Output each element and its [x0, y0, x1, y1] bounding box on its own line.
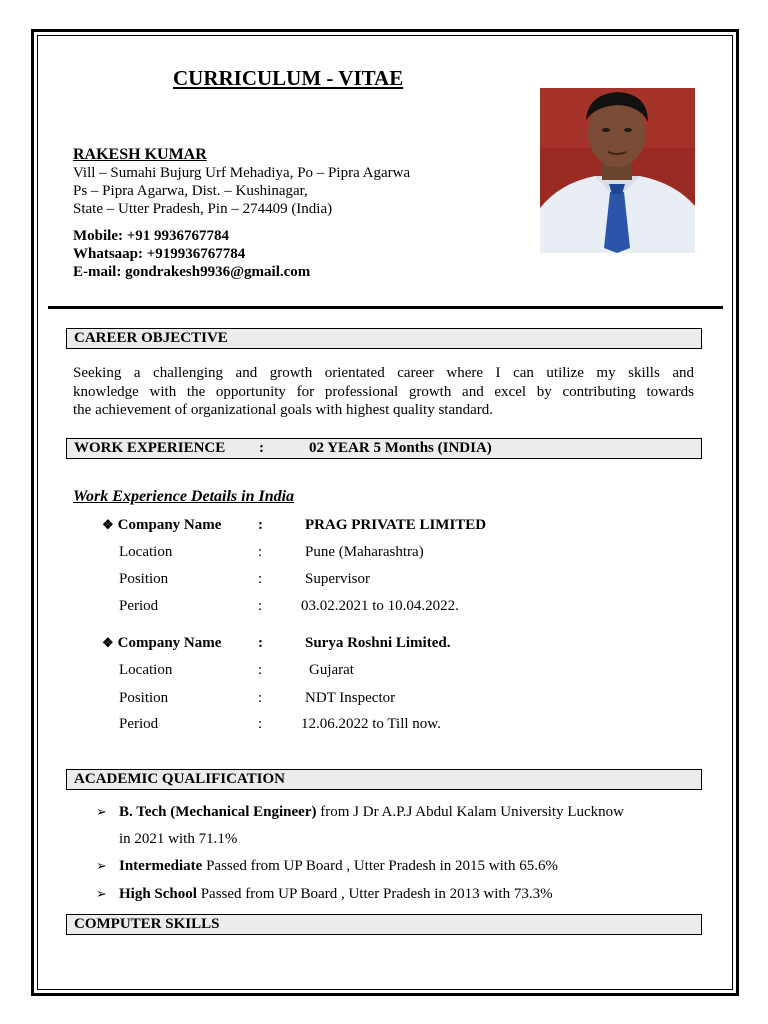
section-heading: CAREER OBJECTIVE	[74, 330, 228, 346]
company-2-period-label: Period	[119, 716, 159, 732]
company-2-name: Surya Roshni Limited.	[305, 635, 451, 651]
arrow-bullet-icon: ➢	[96, 858, 107, 873]
company-1-name: PRAG PRIVATE LIMITED	[305, 517, 487, 533]
section-computer-skills	[66, 914, 702, 935]
company-1-location-colon: :	[258, 544, 263, 560]
work-experience-duration: 02 YEAR 5 Months (INDIA)	[309, 440, 492, 456]
section-heading: WORK EXPERIENCE	[74, 440, 226, 456]
qualification-detail: Passed from UP Board , Utter Pradesh in 2015 with 65.6%	[202, 858, 558, 874]
company-2-location-value: Gujarat	[309, 662, 354, 678]
section-work-experience	[66, 438, 702, 459]
company-1-period-value: 03.02.2021 to 10.04.2022.	[301, 598, 459, 614]
company-1-position-value: Supervisor	[305, 571, 370, 587]
email-address: E-mail: gondrakesh9936@gmail.com	[73, 264, 311, 280]
qualification-title: High School	[119, 886, 197, 902]
section-heading: ACADEMIC QUALIFICATION	[74, 771, 285, 787]
address-line-1: Vill – Sumahi Bujurg Urf Mehadiya, Po – Pipra Agarwa	[73, 165, 411, 181]
company-1-position-label: Position	[119, 571, 169, 587]
header-divider	[48, 306, 723, 309]
objective-line: Seeking a challenging and growth orientated career where I can utilize my skills and	[73, 365, 694, 381]
company-2-location-colon: :	[258, 662, 263, 678]
candidate-name: RAKESH KUMAR	[73, 146, 207, 163]
company-2-period-value: 12.06.2022 to Till now.	[301, 716, 441, 732]
company-2-location-label: Location	[119, 662, 173, 678]
career-objective-text	[73, 364, 694, 420]
diamond-bullet-icon: ❖	[102, 635, 114, 650]
address-line-3: State – Utter Pradesh, Pin – 274409 (India)	[73, 201, 333, 217]
work-details-heading: Work Experience Details in India	[73, 488, 295, 505]
work-experience-colon: :	[259, 440, 264, 456]
qualification-item	[96, 802, 624, 822]
company-1-colon: :	[258, 517, 263, 533]
document-title: CURRICULUM - VITAE	[173, 66, 404, 90]
company-2-position-value: NDT Inspector	[305, 690, 396, 706]
company-1-location-label: Location	[119, 544, 173, 560]
mobile-number: Mobile: +91 9936767784	[73, 228, 230, 244]
qualification-title: Intermediate	[119, 858, 203, 874]
diamond-bullet-icon: ❖	[102, 517, 114, 532]
qualification-item	[96, 884, 553, 904]
company-1-period-label: Period	[119, 598, 159, 614]
qualification-item	[96, 856, 558, 876]
qualification-detail: from J Dr A.P.J Abdul Kalam University Lucknow	[316, 804, 624, 820]
address-line-2: Ps – Pipra Agarwa, Dist. – Kushinagar,	[73, 183, 308, 199]
objective-line: the achievement of organizational goals with highest quality standard.	[73, 402, 494, 418]
qualification-detail: Passed from UP Board , Utter Pradesh in 2013 with 73.3%	[196, 886, 553, 902]
company-2-position-label: Position	[119, 690, 169, 706]
arrow-bullet-icon: ➢	[96, 886, 107, 901]
section-academic-qualification	[66, 769, 702, 790]
company-1-period-colon: :	[258, 598, 263, 614]
whatsapp-number: Whatsaap: +919936767784	[73, 246, 246, 262]
section-heading: COMPUTER SKILLS	[74, 916, 220, 932]
company-2-position-colon: :	[258, 690, 263, 706]
company-2-colon: :	[258, 635, 263, 651]
company-1-position-colon: :	[258, 571, 263, 587]
qualification-title: B. Tech (Mechanical Engineer)	[119, 804, 317, 820]
profile-photo	[540, 88, 695, 253]
qualification-detail-continued: in 2021 with 71.1%	[119, 831, 238, 847]
objective-line: knowledge with the opportunity for professional growth and excel by contributing towards	[73, 383, 694, 400]
company-1-location-value: Pune (Maharashtra)	[305, 544, 424, 560]
arrow-bullet-icon: ➢	[96, 804, 107, 819]
company-2-label: ❖ Company Name	[102, 635, 222, 651]
section-career-objective	[66, 328, 702, 349]
company-1-label: ❖ Company Name	[102, 517, 222, 533]
company-2-period-colon: :	[258, 716, 263, 732]
